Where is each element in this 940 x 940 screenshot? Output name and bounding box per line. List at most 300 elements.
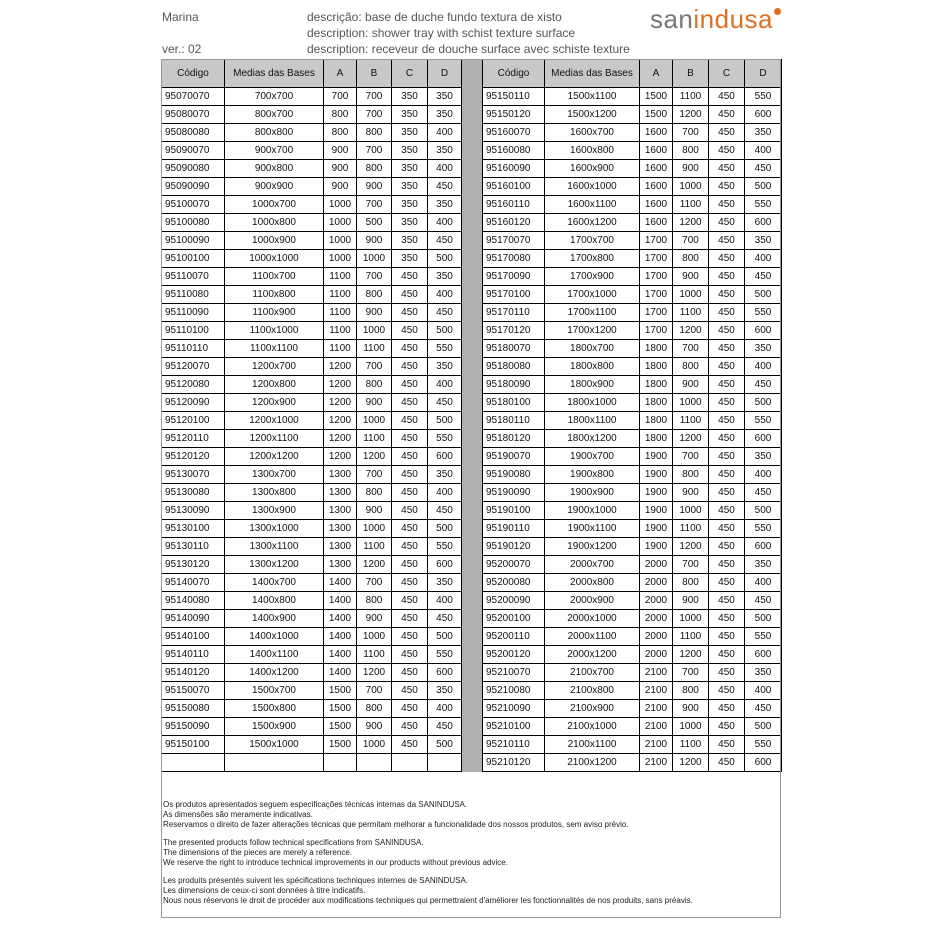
- right-cell-size: 1600x900: [545, 160, 640, 178]
- left-cell-b: 500: [357, 214, 392, 232]
- right-cell-size: 2100x700: [545, 664, 640, 682]
- right-cell-b: 900: [673, 700, 709, 718]
- legal-line: The dimensions of the pieces are merely a reference.: [163, 848, 352, 857]
- left-cell-a: 1200: [324, 358, 357, 376]
- right-cell-d: 600: [745, 214, 782, 232]
- right-cell-size: 1700x1000: [545, 286, 640, 304]
- right-cell-d: 600: [745, 754, 782, 772]
- right-cell-c: 450: [709, 178, 745, 196]
- left-cell-size: 1500x900: [225, 718, 324, 736]
- left-cell-d: 350: [428, 106, 462, 124]
- left-cell-b: 700: [357, 268, 392, 286]
- left-cell-code: 95130100: [162, 520, 225, 538]
- left-cell-a: 1500: [324, 718, 357, 736]
- right-cell-c: 450: [709, 340, 745, 358]
- column-separator: [462, 520, 483, 538]
- left-cell-b: 800: [357, 376, 392, 394]
- right-cell-size: 2100x1000: [545, 718, 640, 736]
- right-cell-a: 1900: [640, 448, 673, 466]
- left-cell-d: 600: [428, 664, 462, 682]
- left-cell-b: 800: [357, 484, 392, 502]
- right-cell-a: 1900: [640, 484, 673, 502]
- right-cell-code: 95200110: [483, 628, 545, 646]
- right-cell-a: 1700: [640, 322, 673, 340]
- left-cell-code: 95080070: [162, 106, 225, 124]
- right-cell-c: 450: [709, 142, 745, 160]
- right-cell-d: 350: [745, 232, 782, 250]
- right-cell-b: 1000: [673, 718, 709, 736]
- right-cell-code: 95200090: [483, 592, 545, 610]
- column-separator: [462, 430, 483, 448]
- right-cell-size: 1900x1000: [545, 502, 640, 520]
- left-cell-c: 450: [392, 304, 428, 322]
- left-cell-a: 1100: [324, 340, 357, 358]
- right-cell-code: 95170080: [483, 250, 545, 268]
- right-cell-c: 450: [709, 718, 745, 736]
- right-cell-size: 1600x700: [545, 124, 640, 142]
- right-cell-c: 450: [709, 232, 745, 250]
- left-cell-a: 1100: [324, 268, 357, 286]
- left-cell-b: 700: [357, 574, 392, 592]
- table-row: [162, 106, 782, 124]
- column-separator: [462, 646, 483, 664]
- left-cell-size: 1100x700: [225, 268, 324, 286]
- left-cell-a: 1300: [324, 538, 357, 556]
- left-cell-a: 1500: [324, 736, 357, 754]
- left-cell-a: 1400: [324, 628, 357, 646]
- table-row: [162, 484, 782, 502]
- right-cell-a: 1900: [640, 520, 673, 538]
- right-cell-c: 450: [709, 160, 745, 178]
- right-cell-code: 95170070: [483, 232, 545, 250]
- right-cell-code: 95190090: [483, 484, 545, 502]
- right-cell-size: 1900x700: [545, 448, 640, 466]
- table-row: [162, 322, 782, 340]
- right-cell-c: 450: [709, 754, 745, 772]
- left-cell-code: 95110070: [162, 268, 225, 286]
- right-cell-code: 95180070: [483, 340, 545, 358]
- left-cell-c: 450: [392, 718, 428, 736]
- left-cell-b: 1000: [357, 322, 392, 340]
- column-separator: [462, 682, 483, 700]
- left-cell-b: 900: [357, 718, 392, 736]
- right-cell-b: 1100: [673, 412, 709, 430]
- logo-mark-icon: [774, 8, 781, 15]
- right-cell-b: 700: [673, 664, 709, 682]
- right-cell-code: 95150110: [483, 88, 545, 106]
- left-cell-d: 500: [428, 628, 462, 646]
- left-cell-size: 1200x1100: [225, 430, 324, 448]
- left-cell-d: 500: [428, 736, 462, 754]
- left-cell-code: [162, 754, 225, 772]
- left-cell-a: 1000: [324, 214, 357, 232]
- right-cell-d: 600: [745, 106, 782, 124]
- left-cell-b: 900: [357, 178, 392, 196]
- left-cell-size: 1500x700: [225, 682, 324, 700]
- table-row: [162, 214, 782, 232]
- left-cell-code: 95120090: [162, 394, 225, 412]
- right-cell-b: 800: [673, 250, 709, 268]
- left-cell-b: 1100: [357, 340, 392, 358]
- right-cell-b: 900: [673, 268, 709, 286]
- column-separator: [462, 448, 483, 466]
- left-cell-size: 1400x1200: [225, 664, 324, 682]
- left-cell-a: 900: [324, 178, 357, 196]
- left-cell-b: 900: [357, 502, 392, 520]
- table-row: [162, 160, 782, 178]
- left-cell-size: 1400x700: [225, 574, 324, 592]
- left-cell-a: 1500: [324, 682, 357, 700]
- left-cell-size: 1100x1100: [225, 340, 324, 358]
- left-cell-c: 450: [392, 448, 428, 466]
- right-cell-d: 550: [745, 736, 782, 754]
- left-cell-d: 450: [428, 502, 462, 520]
- left-cell-a: 1400: [324, 610, 357, 628]
- column-separator: [462, 502, 483, 520]
- left-cell-c: 350: [392, 232, 428, 250]
- column-separator: [462, 376, 483, 394]
- left-cell-d: 400: [428, 484, 462, 502]
- left-cell-d: 350: [428, 268, 462, 286]
- left-cell-d: 350: [428, 358, 462, 376]
- left-cell-a: 1200: [324, 394, 357, 412]
- left-cell-d: 600: [428, 556, 462, 574]
- table-row: [162, 88, 782, 106]
- right-cell-a: 2000: [640, 592, 673, 610]
- left-cell-code: 95090070: [162, 142, 225, 160]
- right-cell-c: 450: [709, 286, 745, 304]
- left-cell-size: 1300x1200: [225, 556, 324, 574]
- left-cell-d: 550: [428, 340, 462, 358]
- left-cell-size: 700x700: [225, 88, 324, 106]
- left-cell-code: 95110090: [162, 304, 225, 322]
- left-cell-code: 95150080: [162, 700, 225, 718]
- left-cell-a: 1300: [324, 520, 357, 538]
- column-separator: [462, 538, 483, 556]
- left-cell-d: 400: [428, 592, 462, 610]
- right-cell-code: 95190120: [483, 538, 545, 556]
- left-cell-c: 350: [392, 124, 428, 142]
- right-cell-c: 450: [709, 466, 745, 484]
- right-cell-d: 400: [745, 574, 782, 592]
- left-cell-b: 1100: [357, 538, 392, 556]
- right-cell-size: 1800x700: [545, 340, 640, 358]
- left-cell-size: [225, 754, 324, 772]
- right-cell-size: 1800x1100: [545, 412, 640, 430]
- left-cell-b: 700: [357, 358, 392, 376]
- right-cell-b: 1200: [673, 430, 709, 448]
- left-cell-c: [392, 754, 428, 772]
- left-cell-d: 550: [428, 538, 462, 556]
- left-cell-b: 900: [357, 304, 392, 322]
- left-cell-c: 450: [392, 538, 428, 556]
- left-cell-c: 450: [392, 268, 428, 286]
- right-cell-d: 450: [745, 700, 782, 718]
- table-row: [162, 376, 782, 394]
- right-cell-code: 95160080: [483, 142, 545, 160]
- right-cell-code: 95180080: [483, 358, 545, 376]
- right-cell-b: 1000: [673, 178, 709, 196]
- right-cell-d: 350: [745, 448, 782, 466]
- right-cell-size: 1900x800: [545, 466, 640, 484]
- left-cell-b: 700: [357, 106, 392, 124]
- table-row: [162, 700, 782, 718]
- right-cell-c: 450: [709, 484, 745, 502]
- right-cell-a: 1600: [640, 142, 673, 160]
- right-cell-b: 700: [673, 124, 709, 142]
- left-cell-size: 1000x900: [225, 232, 324, 250]
- right-cell-d: 600: [745, 646, 782, 664]
- right-cell-a: 1600: [640, 196, 673, 214]
- table-row: [162, 196, 782, 214]
- left-cell-size: 800x800: [225, 124, 324, 142]
- legal-line: As dimensões são meramente indicativas.: [163, 810, 313, 819]
- table-row: [162, 646, 782, 664]
- right-cell-size: 1500x1100: [545, 88, 640, 106]
- left-cell-c: 450: [392, 520, 428, 538]
- version-label: ver.: 02: [162, 42, 202, 56]
- table-row: [162, 628, 782, 646]
- right-cell-size: 2000x1100: [545, 628, 640, 646]
- column-separator: [462, 592, 483, 610]
- right-cell-code: 95160070: [483, 124, 545, 142]
- right-cell-d: 450: [745, 160, 782, 178]
- right-cell-a: 2100: [640, 664, 673, 682]
- right-cell-size: 1600x800: [545, 142, 640, 160]
- column-separator: [462, 754, 483, 772]
- left-cell-a: 700: [324, 88, 357, 106]
- brand-logo: [650, 4, 781, 35]
- right-cell-size: 1600x1200: [545, 214, 640, 232]
- left-cell-b: 800: [357, 160, 392, 178]
- left-cell-size: 1000x1000: [225, 250, 324, 268]
- left-cell-size: 900x700: [225, 142, 324, 160]
- left-cell-code: 95130070: [162, 466, 225, 484]
- left-cell-d: 400: [428, 376, 462, 394]
- left-cell-d: 450: [428, 304, 462, 322]
- left-cell-d: 450: [428, 178, 462, 196]
- left-cell-c: 450: [392, 484, 428, 502]
- right-cell-b: 1000: [673, 286, 709, 304]
- legal-line: Nous nous réservons le droit de procéder aux modifications techniques qui permettraient d'améliorer les fonctionnalités de nos produits, sans préavis.: [163, 896, 693, 905]
- left-cell-d: 450: [428, 610, 462, 628]
- left-cell-d: 400: [428, 286, 462, 304]
- header: [161, 0, 781, 60]
- left-cell-size: 1100x1000: [225, 322, 324, 340]
- column-separator: [462, 358, 483, 376]
- left-cell-d: 350: [428, 574, 462, 592]
- right-cell-size: 1700x700: [545, 232, 640, 250]
- right-cell-b: 1200: [673, 322, 709, 340]
- right-cell-a: 1800: [640, 358, 673, 376]
- left-cell-c: 350: [392, 88, 428, 106]
- right-cell-size: 1700x1100: [545, 304, 640, 322]
- table-header-row: [162, 60, 782, 88]
- table-row: [162, 466, 782, 484]
- right-cell-c: 450: [709, 736, 745, 754]
- left-cell-code: 95120120: [162, 448, 225, 466]
- left-cell-c: 350: [392, 142, 428, 160]
- column-separator: [462, 88, 483, 106]
- right-cell-code: 95180100: [483, 394, 545, 412]
- column-separator: [462, 178, 483, 196]
- left-cell-c: 450: [392, 286, 428, 304]
- right-cell-c: 450: [709, 610, 745, 628]
- right-cell-size: 1600x1000: [545, 178, 640, 196]
- left-cell-a: 1400: [324, 592, 357, 610]
- left-cell-code: 95140120: [162, 664, 225, 682]
- left-cell-code: 95110110: [162, 340, 225, 358]
- right-cell-size: 1700x1200: [545, 322, 640, 340]
- right-cell-code: 95200070: [483, 556, 545, 574]
- right-cell-a: 2100: [640, 736, 673, 754]
- left-cell-d: 400: [428, 124, 462, 142]
- left-cell-b: 1200: [357, 556, 392, 574]
- left-cell-a: 1300: [324, 484, 357, 502]
- right-cell-d: 400: [745, 250, 782, 268]
- left-cell-d: 550: [428, 646, 462, 664]
- right-cell-code: 95170120: [483, 322, 545, 340]
- table-row: [162, 340, 782, 358]
- right-cell-a: 1600: [640, 160, 673, 178]
- left-cell-size: 1000x800: [225, 214, 324, 232]
- right-cell-b: 800: [673, 466, 709, 484]
- right-cell-d: 350: [745, 340, 782, 358]
- column-separator: [462, 628, 483, 646]
- right-cell-code: 95180090: [483, 376, 545, 394]
- right-cell-code: 95200080: [483, 574, 545, 592]
- description-block: [307, 9, 630, 57]
- left-cell-a: 1400: [324, 646, 357, 664]
- right-cell-a: 1700: [640, 304, 673, 322]
- right-cell-c: 450: [709, 538, 745, 556]
- table-row: [162, 448, 782, 466]
- left-cell-d: 400: [428, 160, 462, 178]
- left-cell-a: 1000: [324, 232, 357, 250]
- table-row: [162, 358, 782, 376]
- column-separator: [462, 304, 483, 322]
- left-cell-size: 1400x800: [225, 592, 324, 610]
- right-cell-c: 450: [709, 394, 745, 412]
- left-cell-code: 95090080: [162, 160, 225, 178]
- table-row: [162, 754, 782, 772]
- right-cell-b: 900: [673, 592, 709, 610]
- left-cell-a: 900: [324, 160, 357, 178]
- table-row: [162, 142, 782, 160]
- table-row: [162, 250, 782, 268]
- right-cell-d: 500: [745, 718, 782, 736]
- left-cell-code: 95130080: [162, 484, 225, 502]
- right-cell-size: 1600x1100: [545, 196, 640, 214]
- right-cell-b: 900: [673, 484, 709, 502]
- right-cell-d: 500: [745, 502, 782, 520]
- left-cell-a: [324, 754, 357, 772]
- description-en: description: shower tray with schist texture surface: [307, 26, 576, 40]
- right-cell-b: 800: [673, 142, 709, 160]
- right-cell-code: 95170110: [483, 304, 545, 322]
- right-cell-size: 2100x1100: [545, 736, 640, 754]
- right-cell-d: 400: [745, 682, 782, 700]
- right-cell-d: 500: [745, 610, 782, 628]
- dimensions-table: [161, 59, 782, 772]
- right-cell-b: 1200: [673, 106, 709, 124]
- right-cell-a: 2000: [640, 556, 673, 574]
- right-cell-a: 2100: [640, 682, 673, 700]
- right-cell-code: 95160100: [483, 178, 545, 196]
- right-cell-a: 1800: [640, 430, 673, 448]
- right-cell-size: 1800x800: [545, 358, 640, 376]
- left-cell-size: 1400x1000: [225, 628, 324, 646]
- right-cell-c: 450: [709, 196, 745, 214]
- table-row: [162, 718, 782, 736]
- left-cell-code: 95150100: [162, 736, 225, 754]
- left-cell-b: 1000: [357, 736, 392, 754]
- left-cell-d: 550: [428, 430, 462, 448]
- right-cell-b: 1100: [673, 628, 709, 646]
- left-cell-a: 800: [324, 124, 357, 142]
- column-separator: [462, 700, 483, 718]
- product-name: Marina: [162, 10, 199, 24]
- table-row: [162, 124, 782, 142]
- right-cell-d: 400: [745, 358, 782, 376]
- column-separator: [462, 556, 483, 574]
- right-cell-d: 350: [745, 556, 782, 574]
- right-cell-b: 1100: [673, 736, 709, 754]
- right-cell-d: 600: [745, 538, 782, 556]
- left-cell-c: 350: [392, 250, 428, 268]
- left-cell-size: 1300x1000: [225, 520, 324, 538]
- column-separator: [462, 196, 483, 214]
- right-cell-code: 95170100: [483, 286, 545, 304]
- left-cell-c: 450: [392, 466, 428, 484]
- right-cell-code: 95160090: [483, 160, 545, 178]
- table-row: [162, 538, 782, 556]
- right-cell-d: 450: [745, 268, 782, 286]
- left-cell-d: 450: [428, 718, 462, 736]
- table-row: [162, 268, 782, 286]
- left-cell-d: 450: [428, 232, 462, 250]
- right-cell-d: 400: [745, 466, 782, 484]
- left-cell-a: 1300: [324, 466, 357, 484]
- column-separator: [462, 286, 483, 304]
- left-cell-size: 1100x900: [225, 304, 324, 322]
- legal-line: Les dimensions de ceux-ci sont données à titre indicatifs.: [163, 886, 366, 895]
- right-cell-d: 600: [745, 430, 782, 448]
- right-cell-c: 450: [709, 592, 745, 610]
- table-row: [162, 520, 782, 538]
- left-cell-a: 1200: [324, 412, 357, 430]
- left-cell-a: 900: [324, 142, 357, 160]
- left-cell-a: 1100: [324, 304, 357, 322]
- left-cell-size: 1400x900: [225, 610, 324, 628]
- right-cell-c: 450: [709, 502, 745, 520]
- left-cell-d: 350: [428, 196, 462, 214]
- table-row: [162, 574, 782, 592]
- left-cell-b: 700: [357, 466, 392, 484]
- legal-line: The presented products follow technical specifications from SANINDUSA.: [163, 838, 424, 847]
- left-cell-code: 95140090: [162, 610, 225, 628]
- left-cell-size: 1300x900: [225, 502, 324, 520]
- left-cell-c: 450: [392, 574, 428, 592]
- legal-line: Reservamos o direito de fazer alterações técnicas que permitam melhorar a funcionalidade dos nossos produtos, sem aviso prévio.: [163, 820, 629, 829]
- right-cell-d: 550: [745, 412, 782, 430]
- right-cell-size: 1800x1000: [545, 394, 640, 412]
- left-cell-c: 450: [392, 502, 428, 520]
- left-cell-c: 450: [392, 700, 428, 718]
- left-cell-b: 700: [357, 142, 392, 160]
- table-row: [162, 682, 782, 700]
- right-cell-code: 95190080: [483, 466, 545, 484]
